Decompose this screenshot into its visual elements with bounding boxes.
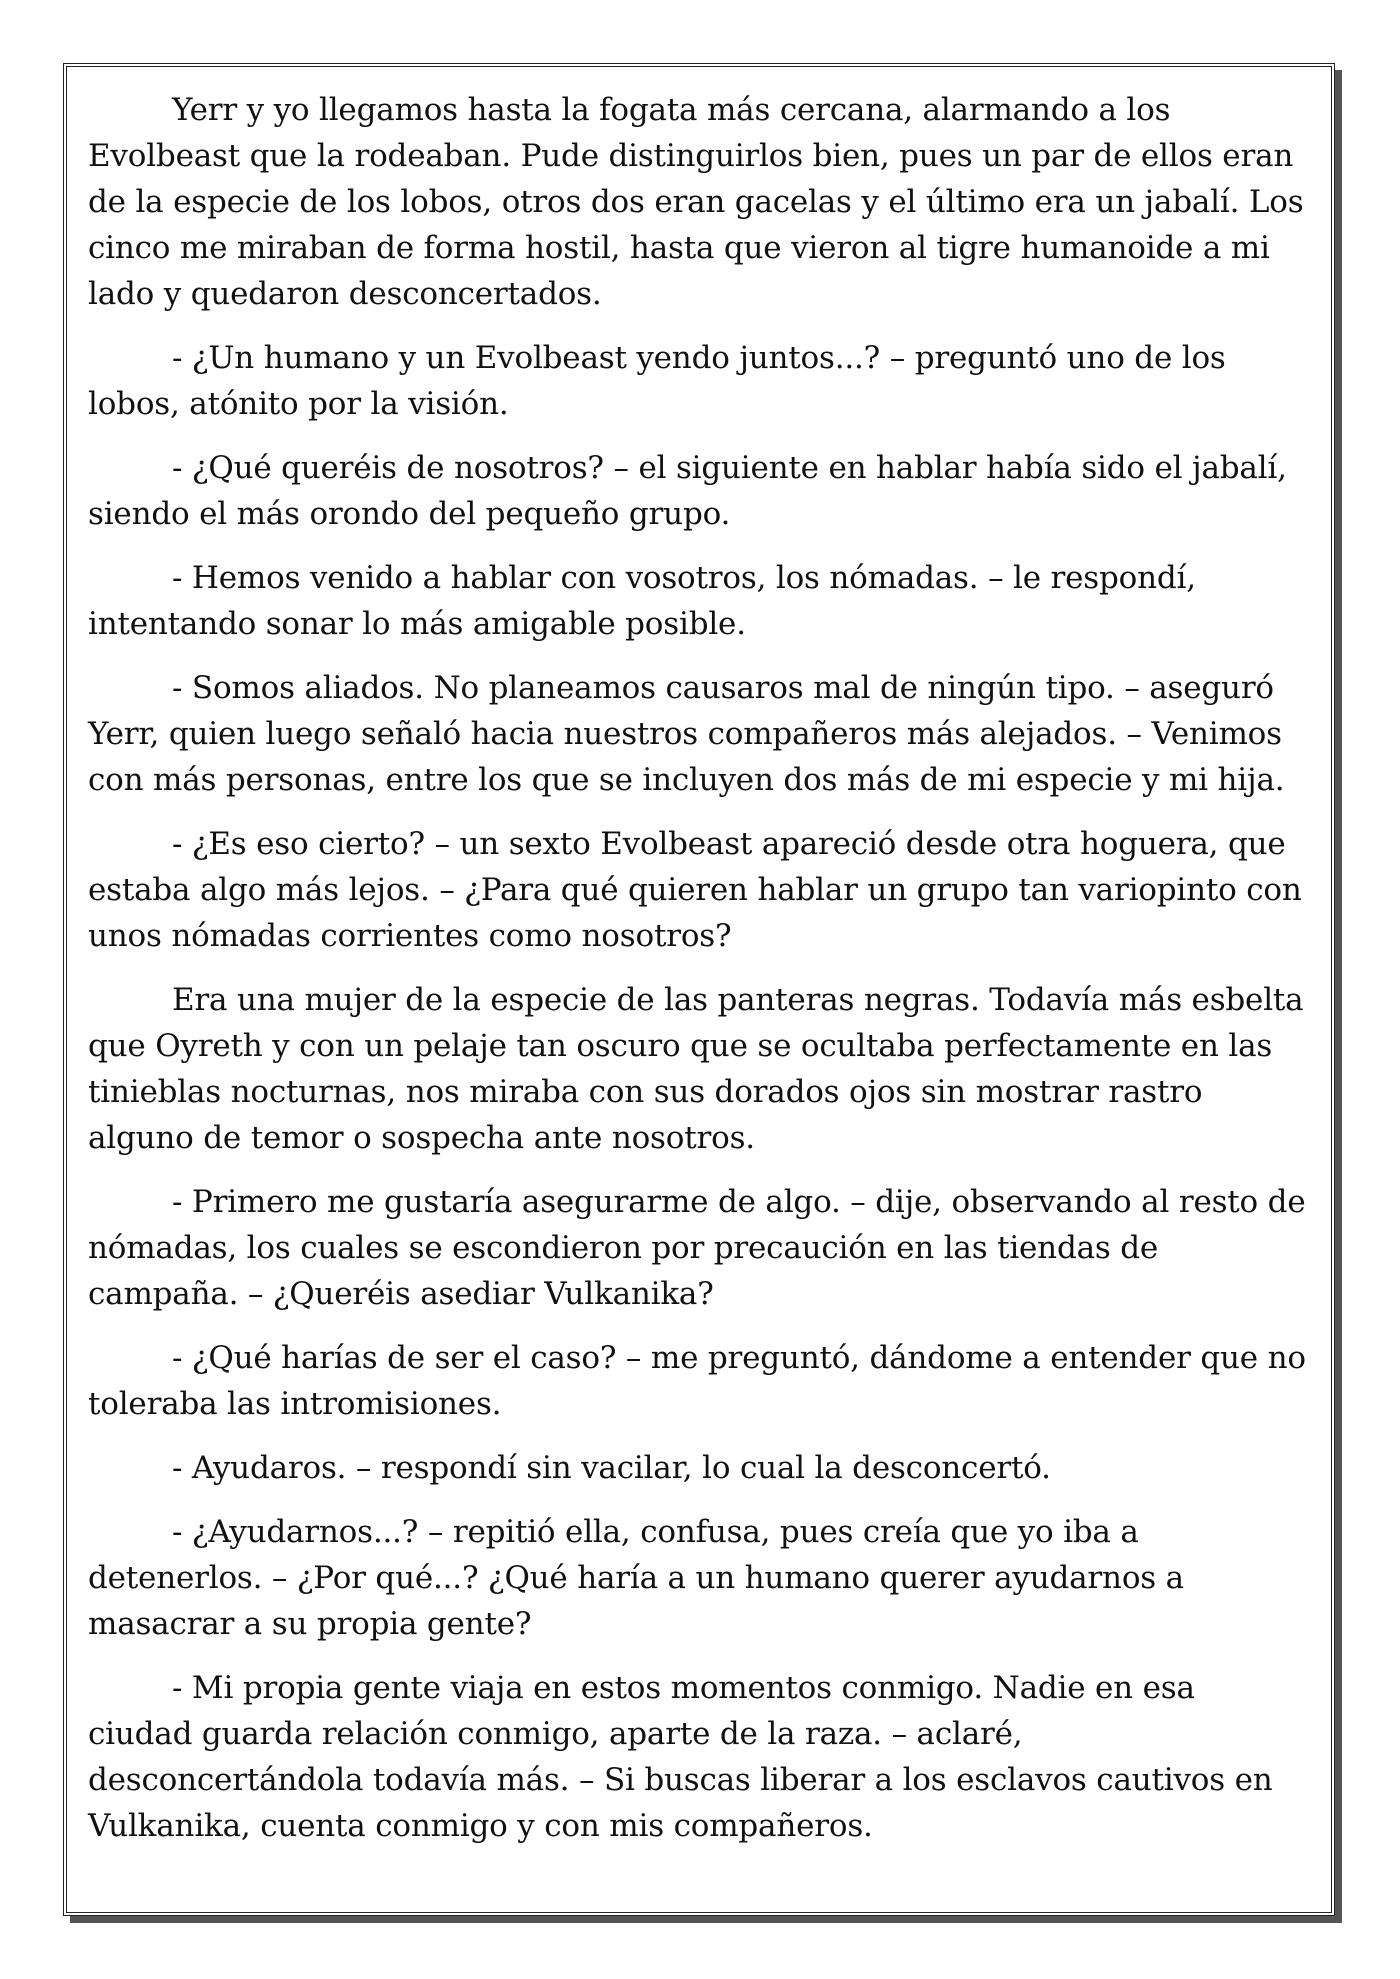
paragraph-12: - Mi propia gente viaja en estos momentos conmigo. Nadie en esa ciudad guarda relación conmigo, aparte de la raza. – aclaré, desconcertándola todavía más. – Si buscas liberar a los esclavos cautivos en Vulkanika, cuenta conmigo y con mis compañeros. <box>88 1670 1273 1844</box>
paragraph-5: - Somos aliados. No planeamos causaros mal de ningún tipo. – aseguró Yerr, quien luego señaló hacia nuestros compañeros más alejados. – Venimos con más personas, entre los que se incluyen dos más de mi especie y mi hija. <box>88 670 1285 798</box>
paragraph-8: - Primero me gustaría asegurarme de algo. – dije, observando al resto de nómadas, los cuales se escondieron por precaución en las tiendas de campaña. – ¿Queréis asediar Vulkanika? <box>88 1184 1306 1312</box>
paragraph-4: - Hemos venido a hablar con vosotros, los nómadas. – le respondí, intentando sonar lo más amigable posible. <box>88 560 1196 642</box>
paragraph-7: Era una mujer de la especie de las panteras negras. Todavía más esbelta que Oyreth y con un pelaje tan oscuro que se ocultaba perfectamente en las tinieblas nocturnas, nos miraba con sus dorados ojos sin mostrar rastro alguno de temor o sospecha ante nosotros. <box>88 982 1304 1156</box>
paragraph-11: - ¿Ayudarnos...? – repitió ella, confusa, pues creía que yo iba a detenerlos. – ¿Por qué...? ¿Qué haría a un humano querer ayudarnos a masacrar a su propia gente? <box>88 1514 1184 1642</box>
paragraph-10: - Ayudaros. – respondí sin vacilar, lo cual la desconcertó. <box>172 1450 1051 1486</box>
paragraph-9: - ¿Qué harías de ser el caso? – me preguntó, dándome a entender que no toleraba las intromisiones. <box>88 1340 1306 1422</box>
text-body <box>88 87 1307 1867</box>
paragraph-6: - ¿Es eso cierto? – un sexto Evolbeast apareció desde otra hoguera, que estaba algo más lejos. – ¿Para qué quieren hablar un grupo tan variopinto con unos nómadas corrientes como nosotros? <box>88 826 1302 954</box>
paragraph-3: - ¿Qué queréis de nosotros? – el siguiente en hablar había sido el jabalí, siendo el más orondo del pequeño grupo. <box>88 450 1287 532</box>
page-frame <box>63 63 1335 1916</box>
paragraph-1: Yerr y yo llegamos hasta la fogata más cercana, alarmando a los Evolbeast que la rodeaban. Pude distinguirlos bien, pues un par de ellos eran de la especie de los lobos, otros dos eran gacelas y el último era un jabalí. Los cinco me miraban de forma hostil, hasta que vieron al tigre humanoide a mi lado y quedaron desconcertados. <box>88 92 1304 312</box>
paragraph-2: - ¿Un humano y un Evolbeast yendo juntos...? – preguntó uno de los lobos, atónito por la visión. <box>88 340 1226 422</box>
